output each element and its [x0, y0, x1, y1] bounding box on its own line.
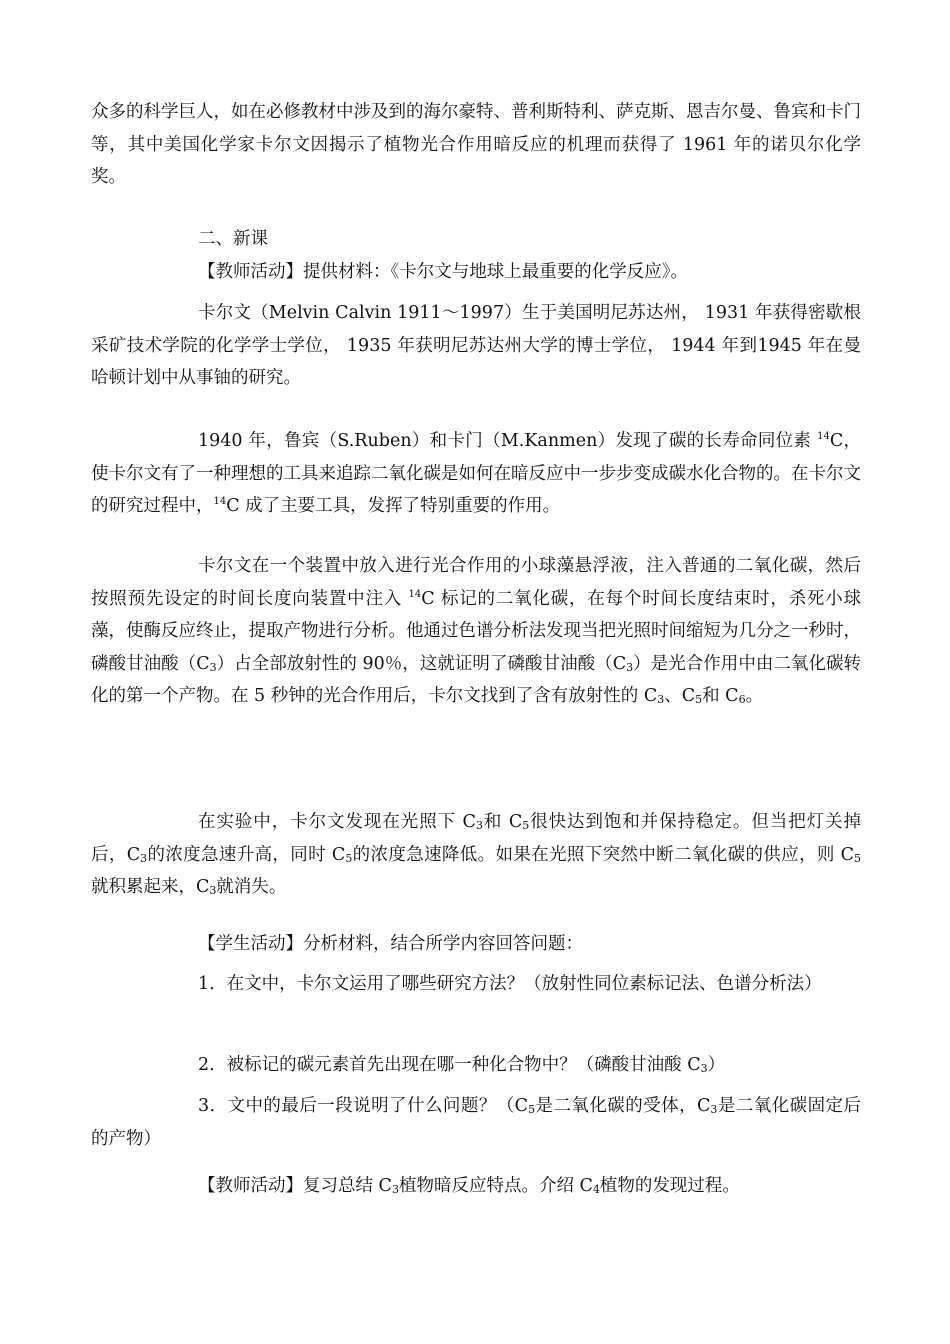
teacher-summary-paragraph: 【教师活动】复习总结 $C_3$植物暗反应特点。介绍 $C_4$植物的发现过程。 [198, 1176, 740, 1196]
question-1: 1．在文中，卡尔文运用了哪些研究方法？（放射性同位素标记法、色谱分析法） [198, 974, 822, 994]
question-3: 3．文中的最后一段说明了什么问题？（$C_5$是二氧化碳的受体，$C_3$是二氧化碳固定后的产物） [91, 1096, 861, 1149]
intro-paragraph: 众多的科学巨人，如在必修教材中涉及到的海尔豪特、普利斯特利、萨克斯、恩吉尔曼、鲁宾和卡门等，其中美国化学家卡尔文因揭示了植物光合作用暗反应的机理而获得了 1961 年的诺贝尔化学奖。 [91, 102, 861, 187]
experiment-paragraph: 卡尔文在一个装置中放入进行光合作用的小球藻悬浮液，注入普通的二氧化碳，然后按照预先设定的时间长度向装置中注入 $^{14}$C 标记的二氧化碳，在每个时间长度结束时，杀死小球藻，使酶反应终止，提取产物进行分析。他通过色谱分析法发现当把光照时间缩短为几分之一秒时，磷酸甘油酸$(C_3)$占全部放射性的 90％，这就证明了磷酸甘油酸$(C_3)$是光合作用中由二氧化碳转化的第一个产物。在 5 秒钟的光合作用后，卡尔文找到了含有放射性的 $C_3$、$C_5$和 $C_6$。 [91, 556, 862, 706]
isotope-discovery-paragraph: 1940 年，鲁宾（S.Ruben）和卡门（M.Kanmen）发现了碳的长寿命同位素 $^{14}$C，使卡尔文有了一种理想的工具来追踪二氧化碳是如何在暗反应中一步步变成碳水化合物的。在卡尔文的研究过程中，$^{14}$C 成了主要工具，发挥了特别重要的作用。 [91, 431, 861, 516]
calvin-bio-paragraph: 卡尔文（Melvin Calvin 1911～1997）生于美国明尼苏达州， 1931 年获得密歇根采矿技术学院的化学学士学位， 1935 年获明尼苏达州大学的博士学位， 1944 年到1945 年在曼哈顿计划中从事铀的研究。 [91, 303, 861, 388]
student-activity-paragraph: 【学生活动】分析材料，结合所学内容回答问题： [198, 934, 583, 954]
light-observation-paragraph: 在实验中，卡尔文发现在光照下 $C_3$和 $C_5$很快达到饱和并保持稳定。但当把灯关掉后，$C_3$的浓度急速升高，同时 $C_5$的浓度急速降低。如果在光照下突然中断二氧化碳的供应，则 $C_5$就积累起来，$C_3$就消失。 [91, 812, 862, 897]
section-heading-new-lesson: 二、新课 [198, 229, 268, 249]
teacher-activity-paragraph: 【教师活动】提供材料：《卡尔文与地球上最重要的化学反应》。 [198, 262, 688, 282]
question-2: 2．被标记的碳元素首先出现在哪一种化合物中？（磷酸甘油酸 $C_3$） [198, 1055, 726, 1075]
